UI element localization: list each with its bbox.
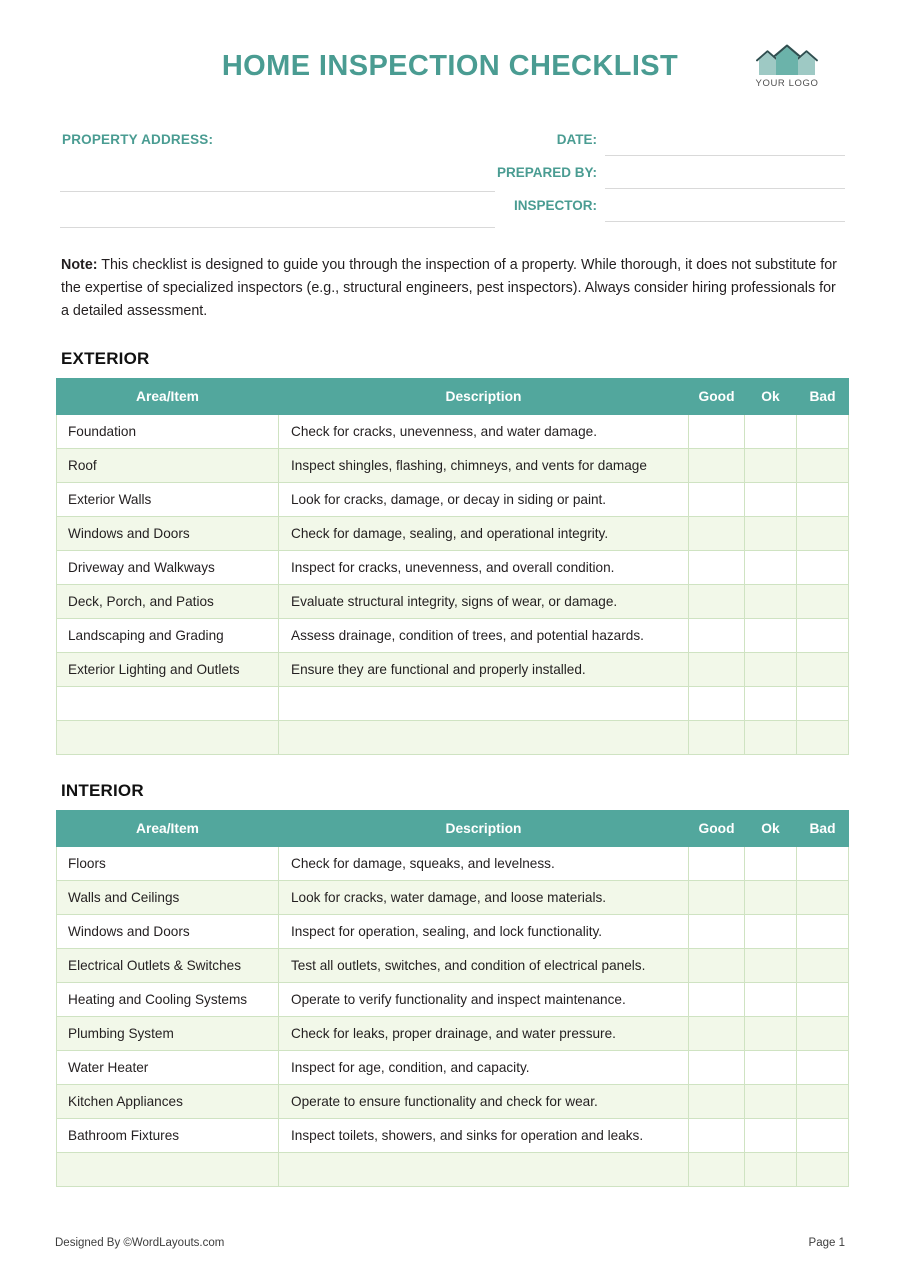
checkbox-cell-good[interactable]: [689, 1153, 745, 1187]
cell-description[interactable]: [279, 1153, 689, 1187]
three-houses-icon: [755, 44, 819, 76]
cell-description[interactable]: Check for damage, sealing, and operational integrity.: [279, 517, 689, 551]
property-address-input-line-1[interactable]: [60, 190, 495, 192]
cell-description[interactable]: Check for leaks, proper drainage, and water pressure.: [279, 1017, 689, 1051]
checkbox-cell-bad[interactable]: [797, 1017, 849, 1051]
cell-area-item[interactable]: Roof: [57, 449, 279, 483]
table-row: [57, 949, 849, 983]
table-row: [57, 915, 849, 949]
checkbox-cell-good[interactable]: [689, 847, 745, 881]
table-header-row: [57, 811, 849, 847]
cell-area-item[interactable]: Driveway and Walkways: [57, 551, 279, 585]
checkbox-cell-ok[interactable]: [745, 551, 797, 585]
checkbox-cell-bad[interactable]: [797, 1119, 849, 1153]
cell-area-item[interactable]: Windows and Doors: [57, 915, 279, 949]
prepared-by-input[interactable]: [605, 187, 845, 189]
table-row: [57, 585, 849, 619]
column-header-good: Good: [689, 811, 745, 847]
cell-description[interactable]: Test all outlets, switches, and condition of electrical panels.: [279, 949, 689, 983]
column-header-ok: Ok: [745, 379, 797, 415]
checkbox-cell-good[interactable]: [689, 721, 745, 755]
cell-area-item[interactable]: Landscaping and Grading: [57, 619, 279, 653]
cell-description[interactable]: Inspect for age, condition, and capacity.: [279, 1051, 689, 1085]
checklist-sections: [55, 349, 845, 1187]
cell-description[interactable]: Check for damage, squeaks, and levelness.: [279, 847, 689, 881]
checkbox-cell-bad[interactable]: [797, 1085, 849, 1119]
cell-area-item[interactable]: Deck, Porch, and Patios: [57, 585, 279, 619]
cell-description[interactable]: Operate to verify functionality and inspect maintenance.: [279, 983, 689, 1017]
table-row: [57, 1085, 849, 1119]
checkbox-cell-ok[interactable]: [745, 415, 797, 449]
table-row: [57, 449, 849, 483]
cell-area-item[interactable]: Kitchen Appliances: [57, 1085, 279, 1119]
checkbox-cell-bad[interactable]: [797, 585, 849, 619]
checkbox-cell-bad[interactable]: [797, 721, 849, 755]
table-row: [57, 619, 849, 653]
section-title: INTERIOR: [61, 781, 144, 801]
table-row: [57, 1153, 849, 1187]
cell-description[interactable]: Check for cracks, unevenness, and water damage.: [279, 415, 689, 449]
checkbox-cell-ok[interactable]: [745, 619, 797, 653]
checkbox-cell-good[interactable]: [689, 1051, 745, 1085]
checkbox-cell-ok[interactable]: [745, 1119, 797, 1153]
checkbox-cell-bad[interactable]: [797, 517, 849, 551]
table-row: [57, 1119, 849, 1153]
checkbox-cell-good[interactable]: [689, 517, 745, 551]
column-header-description: Description: [279, 379, 689, 415]
prepared-by-field-row: [450, 165, 845, 198]
checkbox-cell-bad[interactable]: [797, 653, 849, 687]
cell-description[interactable]: Look for cracks, damage, or decay in siding or paint.: [279, 483, 689, 517]
cell-description[interactable]: Look for cracks, water damage, and loose materials.: [279, 881, 689, 915]
cell-area-item[interactable]: Exterior Lighting and Outlets: [57, 653, 279, 687]
form-fields: [55, 132, 845, 240]
checkbox-cell-ok[interactable]: [745, 881, 797, 915]
cell-description[interactable]: Ensure they are functional and properly installed.: [279, 653, 689, 687]
cell-description[interactable]: Assess drainage, condition of trees, and potential hazards.: [279, 619, 689, 653]
table-row: [57, 415, 849, 449]
table-header-row: [57, 379, 849, 415]
logo: [739, 44, 835, 89]
cell-description[interactable]: Inspect for operation, sealing, and lock functionality.: [279, 915, 689, 949]
checkbox-cell-bad[interactable]: [797, 847, 849, 881]
table-row: [57, 517, 849, 551]
inspector-input[interactable]: [605, 220, 845, 222]
checkbox-cell-bad[interactable]: [797, 881, 849, 915]
cell-area-item[interactable]: Water Heater: [57, 1051, 279, 1085]
column-header-good: Good: [689, 379, 745, 415]
checkbox-cell-ok[interactable]: [745, 949, 797, 983]
checkbox-cell-bad[interactable]: [797, 619, 849, 653]
checkbox-cell-ok[interactable]: [745, 449, 797, 483]
checklist-table: [56, 378, 849, 755]
checkbox-cell-good[interactable]: [689, 449, 745, 483]
checkbox-cell-ok[interactable]: [745, 1051, 797, 1085]
cell-area-item[interactable]: Plumbing System: [57, 1017, 279, 1051]
cell-area-item[interactable]: Electrical Outlets & Switches: [57, 949, 279, 983]
cell-area-item[interactable]: Heating and Cooling Systems: [57, 983, 279, 1017]
checkbox-cell-bad[interactable]: [797, 449, 849, 483]
inspector-field-row: [450, 198, 845, 231]
checkbox-cell-bad[interactable]: [797, 415, 849, 449]
checkbox-cell-good[interactable]: [689, 585, 745, 619]
checkbox-cell-good[interactable]: [689, 619, 745, 653]
cell-area-item[interactable]: [57, 1153, 279, 1187]
cell-area-item[interactable]: Walls and Ceilings: [57, 881, 279, 915]
checkbox-cell-ok[interactable]: [745, 1017, 797, 1051]
checkbox-cell-ok[interactable]: [745, 483, 797, 517]
cell-area-item[interactable]: [57, 721, 279, 755]
checkbox-cell-good[interactable]: [689, 1085, 745, 1119]
cell-description[interactable]: Inspect shingles, flashing, chimneys, and vents for damage: [279, 449, 689, 483]
cell-description[interactable]: Evaluate structural integrity, signs of wear, or damage.: [279, 585, 689, 619]
table-row: [57, 881, 849, 915]
property-address-label: PROPERTY ADDRESS:: [62, 132, 214, 147]
checkbox-cell-ok[interactable]: [745, 847, 797, 881]
table-row: [57, 483, 849, 517]
checkbox-cell-good[interactable]: [689, 1119, 745, 1153]
checkbox-cell-ok[interactable]: [745, 1085, 797, 1119]
checkbox-cell-bad[interactable]: [797, 551, 849, 585]
cell-description[interactable]: Inspect toilets, showers, and sinks for operation and leaks.: [279, 1119, 689, 1153]
checkbox-cell-good[interactable]: [689, 881, 745, 915]
date-label: DATE:: [556, 132, 597, 147]
checkbox-cell-ok[interactable]: [745, 1153, 797, 1187]
column-header-bad: Bad: [797, 379, 849, 415]
checkbox-cell-good[interactable]: [689, 687, 745, 721]
checkbox-cell-bad[interactable]: [797, 1051, 849, 1085]
cell-area-item[interactable]: Bathroom Fixtures: [57, 1119, 279, 1153]
checkbox-cell-good[interactable]: [689, 983, 745, 1017]
checkbox-cell-ok[interactable]: [745, 687, 797, 721]
checkbox-cell-good[interactable]: [689, 551, 745, 585]
cell-area-item[interactable]: Foundation: [57, 415, 279, 449]
column-header-area: Area/Item: [57, 811, 279, 847]
property-address-input-line-2[interactable]: [60, 226, 495, 228]
checkbox-cell-bad[interactable]: [797, 483, 849, 517]
date-field-row: [450, 132, 845, 165]
note-prefix: Note:: [61, 257, 98, 273]
footer-page-number: Page 1: [808, 1237, 845, 1249]
note-text: This checklist is designed to guide you through the inspection of a property. While thorough, it does not substitute for the expertise of specialized inspectors (e.g., structural engineers, pest inspectors). Always consider hiring professionals for a detailed assessment.: [61, 257, 837, 320]
checkbox-cell-good[interactable]: [689, 915, 745, 949]
prepared-by-label: PREPARED BY:: [496, 165, 597, 180]
checkbox-cell-ok[interactable]: [745, 721, 797, 755]
right-field-group: [450, 132, 845, 231]
checkbox-cell-good[interactable]: [689, 1017, 745, 1051]
table-row: [57, 721, 849, 755]
cell-description[interactable]: Operate to ensure functionality and check for wear.: [279, 1085, 689, 1119]
table-row: [57, 551, 849, 585]
document-header: [55, 0, 845, 110]
checkbox-cell-bad[interactable]: [797, 915, 849, 949]
document-footer: [55, 1237, 845, 1249]
cell-description[interactable]: [279, 721, 689, 755]
checkbox-cell-bad[interactable]: [797, 949, 849, 983]
checkbox-cell-ok[interactable]: [745, 517, 797, 551]
checkbox-cell-good[interactable]: [689, 415, 745, 449]
column-header-description: Description: [279, 811, 689, 847]
cell-description[interactable]: [279, 687, 689, 721]
checkbox-cell-good[interactable]: [689, 483, 745, 517]
date-input[interactable]: [605, 154, 845, 156]
table-row: [57, 847, 849, 881]
checkbox-cell-ok[interactable]: [745, 983, 797, 1017]
checkbox-cell-bad[interactable]: [797, 983, 849, 1017]
table-row: [57, 1017, 849, 1051]
checklist-table: [56, 810, 849, 1187]
cell-area-item[interactable]: Windows and Doors: [57, 517, 279, 551]
checkbox-cell-ok[interactable]: [745, 653, 797, 687]
table-row: [57, 1051, 849, 1085]
logo-caption: YOUR LOGO: [755, 78, 819, 89]
table-row: [57, 687, 849, 721]
note-paragraph: [55, 254, 845, 323]
checkbox-cell-good[interactable]: [689, 653, 745, 687]
checkbox-cell-ok[interactable]: [745, 585, 797, 619]
page-title: HOME INSPECTION CHECKLIST: [221, 50, 679, 82]
cell-area-item[interactable]: [57, 687, 279, 721]
column-header-area: Area/Item: [57, 379, 279, 415]
column-header-bad: Bad: [797, 811, 849, 847]
checkbox-cell-ok[interactable]: [745, 915, 797, 949]
table-row: [57, 653, 849, 687]
footer-credit: Designed By ©WordLayouts.com: [55, 1237, 225, 1249]
column-header-ok: Ok: [745, 811, 797, 847]
inspector-label: INSPECTOR:: [513, 198, 597, 213]
section-title: EXTERIOR: [61, 349, 150, 369]
table-row: [57, 983, 849, 1017]
cell-description[interactable]: Inspect for cracks, unevenness, and overall condition.: [279, 551, 689, 585]
checkbox-cell-bad[interactable]: [797, 1153, 849, 1187]
cell-area-item[interactable]: Exterior Walls: [57, 483, 279, 517]
checkbox-cell-good[interactable]: [689, 949, 745, 983]
cell-area-item[interactable]: Floors: [57, 847, 279, 881]
checkbox-cell-bad[interactable]: [797, 687, 849, 721]
